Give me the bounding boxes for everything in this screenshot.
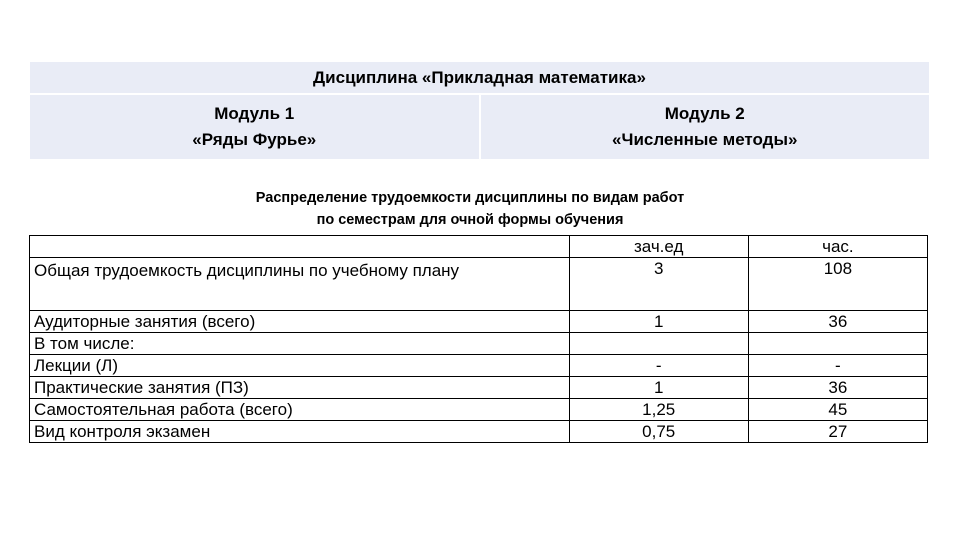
table-row [30,355,928,377]
row-zet [569,333,748,355]
table-row [30,333,928,355]
caption-line-1: Распределение трудоемкости дисциплины по видам работ [255,190,685,206]
row-label: Практические занятия (ПЗ) [30,377,570,399]
table-row [30,258,928,311]
module-2-cell [480,94,931,160]
row-zet: 1,25 [569,399,748,421]
header-empty-cell [30,236,570,258]
row-zet: 1 [569,311,748,333]
discipline-title: Дисциплина «Прикладная математика» [29,61,930,94]
row-label: В том числе: [30,333,570,355]
header-hours: час. [748,236,927,258]
table-caption [130,187,810,231]
row-hours: - [748,355,927,377]
row-hours: 36 [748,377,927,399]
row-label: Самостоятельная работа (всего) [30,399,570,421]
module-2-number: Модуль 2 [664,104,745,123]
row-label: Общая трудоемкость дисциплины по учебному плану [30,258,570,311]
row-hours: 27 [748,421,927,443]
table-row [30,377,928,399]
row-label: Вид контроля экзамен [30,421,570,443]
row-label: Аудиторные занятия (всего) [30,311,570,333]
header-zet: зач.ед [569,236,748,258]
row-label: Лекции (Л) [30,355,570,377]
table-header-row [30,236,928,258]
table-row [30,421,928,443]
row-zet: - [569,355,748,377]
module-1-number: Модуль 1 [214,104,295,123]
module-1-name: «Ряды Фурье» [192,130,317,149]
workload-table [29,235,928,443]
row-hours: 36 [748,311,927,333]
caption-line-2: по семестрам для очной формы обучения [316,212,624,228]
row-zet: 3 [569,258,748,311]
row-hours [748,333,927,355]
module-1-cell [29,94,480,160]
discipline-header-table [28,60,931,161]
module-2-name: «Численные методы» [612,130,798,149]
row-zet: 1 [569,377,748,399]
row-zet: 0,75 [569,421,748,443]
table-row [30,399,928,421]
row-hours: 45 [748,399,927,421]
row-hours: 108 [748,258,927,311]
table-row [30,311,928,333]
